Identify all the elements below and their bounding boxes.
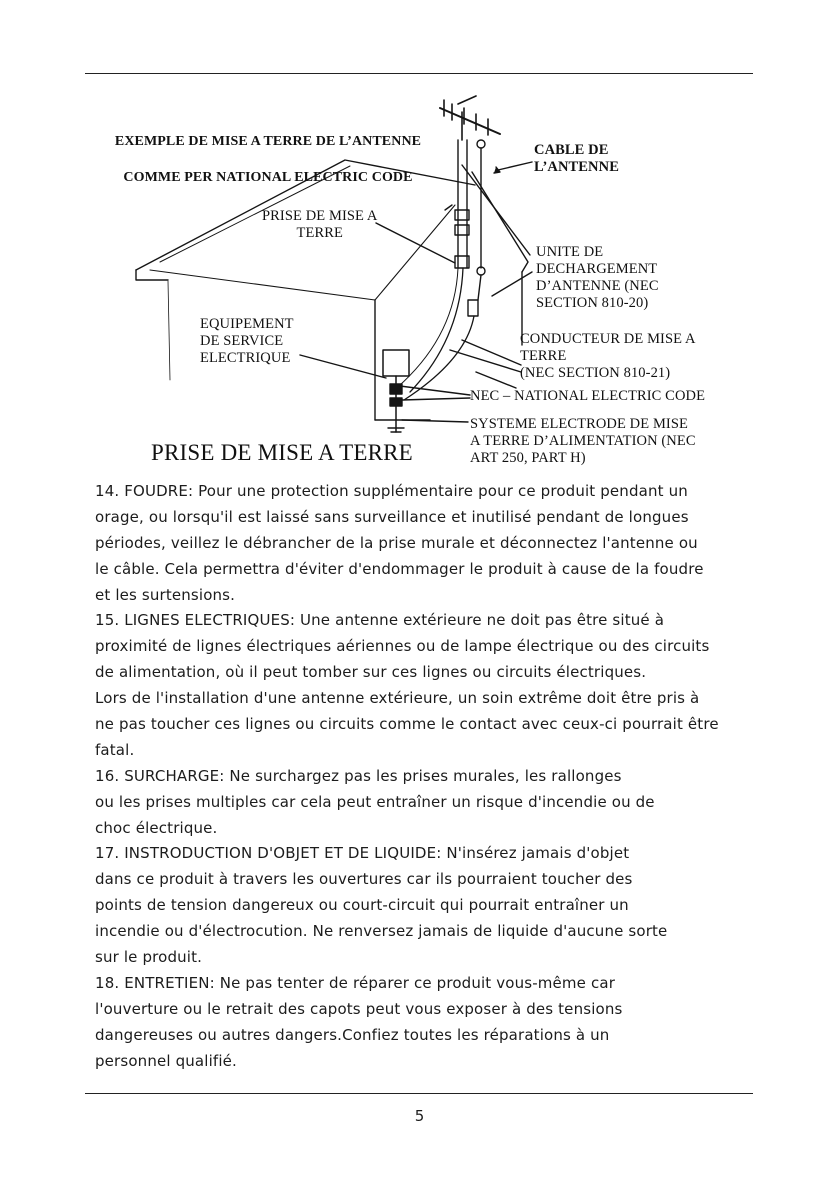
body-text-line: périodes, veillez le débrancher de la prise murale et déconnectez l'antenne ou [95,533,698,552]
body-text-line: fatal. [95,740,135,759]
footer-rule [85,1093,753,1094]
page-number: 5 [414,1107,425,1125]
body-text-line: personnel qualifié. [95,1051,237,1070]
body-text-line: Lors de l'installation d'une antenne extérieure, un soin extrême doit être pris à [95,689,700,708]
label-prise-mise-terre: PRISE DE MISE A TERRE [262,208,378,241]
body-text-line: 15. LIGNES ELECTRIQUES: Une antenne extérieure ne doit pas être situé à [95,611,665,630]
label-nec: NEC – NATIONAL ELECTRIC CODE [470,388,706,404]
body-text-line: ne pas toucher ces lignes ou circuits comme le contact avec ceux-ci pourrait être [95,715,719,734]
diagram-title [88,115,448,205]
body-text-line: incendie ou d'électrocution. Ne renversez jamais de liquide d'aucune sorte [95,922,668,941]
body-text-line: choc électrique. [95,818,218,837]
body-text-line: dangereuses ou autres dangers.Confiez toutes les réparations à un [95,1025,610,1044]
body-text-line: 16. SURCHARGE: Ne surchargez pas les prises murales, les rallonges [95,766,622,785]
body-text-line: 18. ENTRETIEN: Ne pas tenter de réparer ce produit vous-même car [95,973,616,992]
label-unite-dechargement: UNITE DE DECHARGEMENT D’ANTENNE (NEC SECTION 810-20) [536,244,659,311]
diagram-caption: PRISE DE MISE A TERRE [151,440,413,465]
body-text-line: de alimentation, où il peut tomber sur ces lignes ou circuits électriques. [95,663,647,682]
body-text-line: proximité de lignes électriques aériennes ou de lampe électrique ou des circuits [95,637,710,656]
body-text-line: l'ouverture ou le retrait des capots peut vous exposer à des tensions [95,999,623,1018]
body-text-line: 17. INSTRODUCTION D'OBJET ET DE LIQUIDE: N'insérez jamais d'objet [95,844,630,863]
diagram-title-line-2: COMME PER NATIONAL ELECTRIC CODE [123,170,413,185]
body-text-line: orage, ou lorsqu'il est laissé sans surveillance et inutilisé pendant de longues [95,507,689,526]
house-antenna-drawing [0,0,839,480]
body-text-line: 14. FOUDRE: Pour une protection supplémentaire pour ce produit pendant un [95,482,688,500]
antenna-grounding-diagram [0,0,839,480]
body-text-line: le câble. Cela permettra d'éviter d'endommager le produit à cause de la foudre [95,559,704,578]
label-systeme-electrode: SYSTEME ELECTRODE DE MISE A TERRE D’ALIMENTATION (NEC ART 250, PART H) [470,416,696,466]
body-text-line: points de tension dangereux ou court-circuit qui pourrait entraîner un [95,896,629,915]
label-cable-antenne: CABLE DE L’ANTENNE [534,142,619,175]
diagram-title-line-1: EXEMPLE DE MISE A TERRE DE L’ANTENNE [114,134,422,149]
safety-instructions-text [95,479,755,1074]
body-text-line: dans ce produit à travers les ouvertures car ils pourraient toucher des [95,870,633,889]
label-equipement-service: EQUIPEMENT DE SERVICE ELECTRIQUE [200,316,294,366]
body-text-line: ou les prises multiples car cela peut entraîner un risque d'incendie ou de [95,792,655,811]
label-conducteur-mise-terre: CONDUCTEUR DE MISE A TERRE (NEC SECTION 810-21) [520,331,696,381]
body-text-line: et les surtensions. [95,585,236,604]
body-text-line: sur le produit. [95,948,203,967]
